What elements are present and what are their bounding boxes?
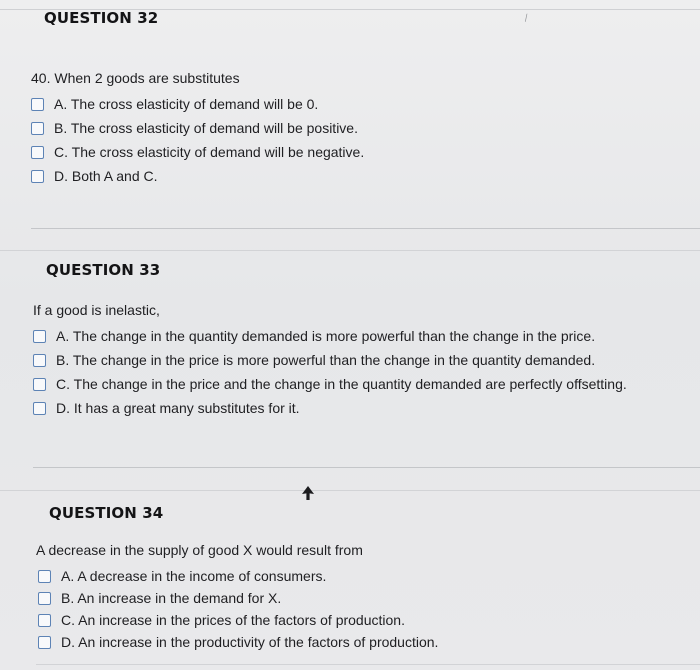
question-title: QUESTION 32 bbox=[44, 9, 159, 27]
section-divider bbox=[33, 467, 700, 468]
answer-label: B. The change in the price is more powerful than the change in the quantity demanded. bbox=[56, 352, 596, 368]
answer-label: A. The cross elasticity of demand will be 0. bbox=[54, 96, 319, 112]
answer-option-b[interactable] bbox=[33, 348, 627, 372]
checkbox-icon[interactable] bbox=[33, 354, 46, 367]
checkbox-icon[interactable] bbox=[38, 570, 51, 583]
checkbox-icon[interactable] bbox=[33, 402, 46, 415]
answer-label: D. Both A and C. bbox=[54, 168, 158, 184]
answer-options bbox=[33, 324, 627, 420]
cursor-arrow-icon bbox=[301, 485, 315, 501]
section-divider bbox=[0, 490, 700, 491]
question-title: QUESTION 33 bbox=[46, 261, 161, 279]
answer-label: D. It has a great many substitutes for it. bbox=[56, 400, 300, 416]
answer-label: D. An increase in the productivity of the factors of production. bbox=[61, 634, 439, 650]
checkbox-icon[interactable] bbox=[31, 146, 44, 159]
answer-option-a[interactable] bbox=[31, 92, 364, 116]
checkbox-icon[interactable] bbox=[38, 614, 51, 627]
answer-option-b[interactable] bbox=[38, 587, 438, 609]
answer-option-d[interactable] bbox=[33, 396, 627, 420]
answer-label: C. The cross elasticity of demand will be negative. bbox=[54, 144, 365, 160]
section-divider bbox=[31, 228, 700, 229]
question-prompt: A decrease in the supply of good X would result from bbox=[36, 542, 363, 558]
answer-options bbox=[38, 565, 438, 653]
answer-option-a[interactable] bbox=[38, 565, 438, 587]
answer-label: A. The change in the quantity demanded is more powerful than the change in the price. bbox=[56, 328, 596, 344]
checkbox-icon[interactable] bbox=[31, 170, 44, 183]
answer-option-d[interactable] bbox=[38, 631, 438, 653]
question-title: QUESTION 34 bbox=[49, 504, 164, 522]
question-prompt: If a good is inelastic, bbox=[33, 302, 160, 318]
question-prompt: 40. When 2 goods are substitutes bbox=[31, 70, 240, 86]
answer-option-b[interactable] bbox=[31, 116, 364, 140]
section-divider bbox=[0, 250, 700, 251]
stray-mark: ⁄ bbox=[524, 13, 530, 24]
answer-label: C. An increase in the prices of the factors of production. bbox=[61, 612, 405, 628]
answer-options bbox=[31, 92, 364, 188]
answer-option-c[interactable] bbox=[33, 372, 627, 396]
section-divider bbox=[36, 664, 700, 665]
checkbox-icon[interactable] bbox=[33, 378, 46, 391]
answer-option-c[interactable] bbox=[31, 140, 364, 164]
answer-label: C. The change in the price and the change in the quantity demanded are perfectly offsetting. bbox=[56, 376, 627, 392]
answer-option-c[interactable] bbox=[38, 609, 438, 631]
checkbox-icon[interactable] bbox=[31, 98, 44, 111]
checkbox-icon[interactable] bbox=[31, 122, 44, 135]
checkbox-icon[interactable] bbox=[38, 636, 51, 649]
answer-label: B. The cross elasticity of demand will be positive. bbox=[54, 120, 358, 136]
checkbox-icon[interactable] bbox=[38, 592, 51, 605]
checkbox-icon[interactable] bbox=[33, 330, 46, 343]
answer-option-a[interactable] bbox=[33, 324, 627, 348]
answer-option-d[interactable] bbox=[31, 164, 364, 188]
answer-label: B. An increase in the demand for X. bbox=[61, 590, 282, 606]
answer-label: A. A decrease in the income of consumers. bbox=[61, 568, 327, 584]
